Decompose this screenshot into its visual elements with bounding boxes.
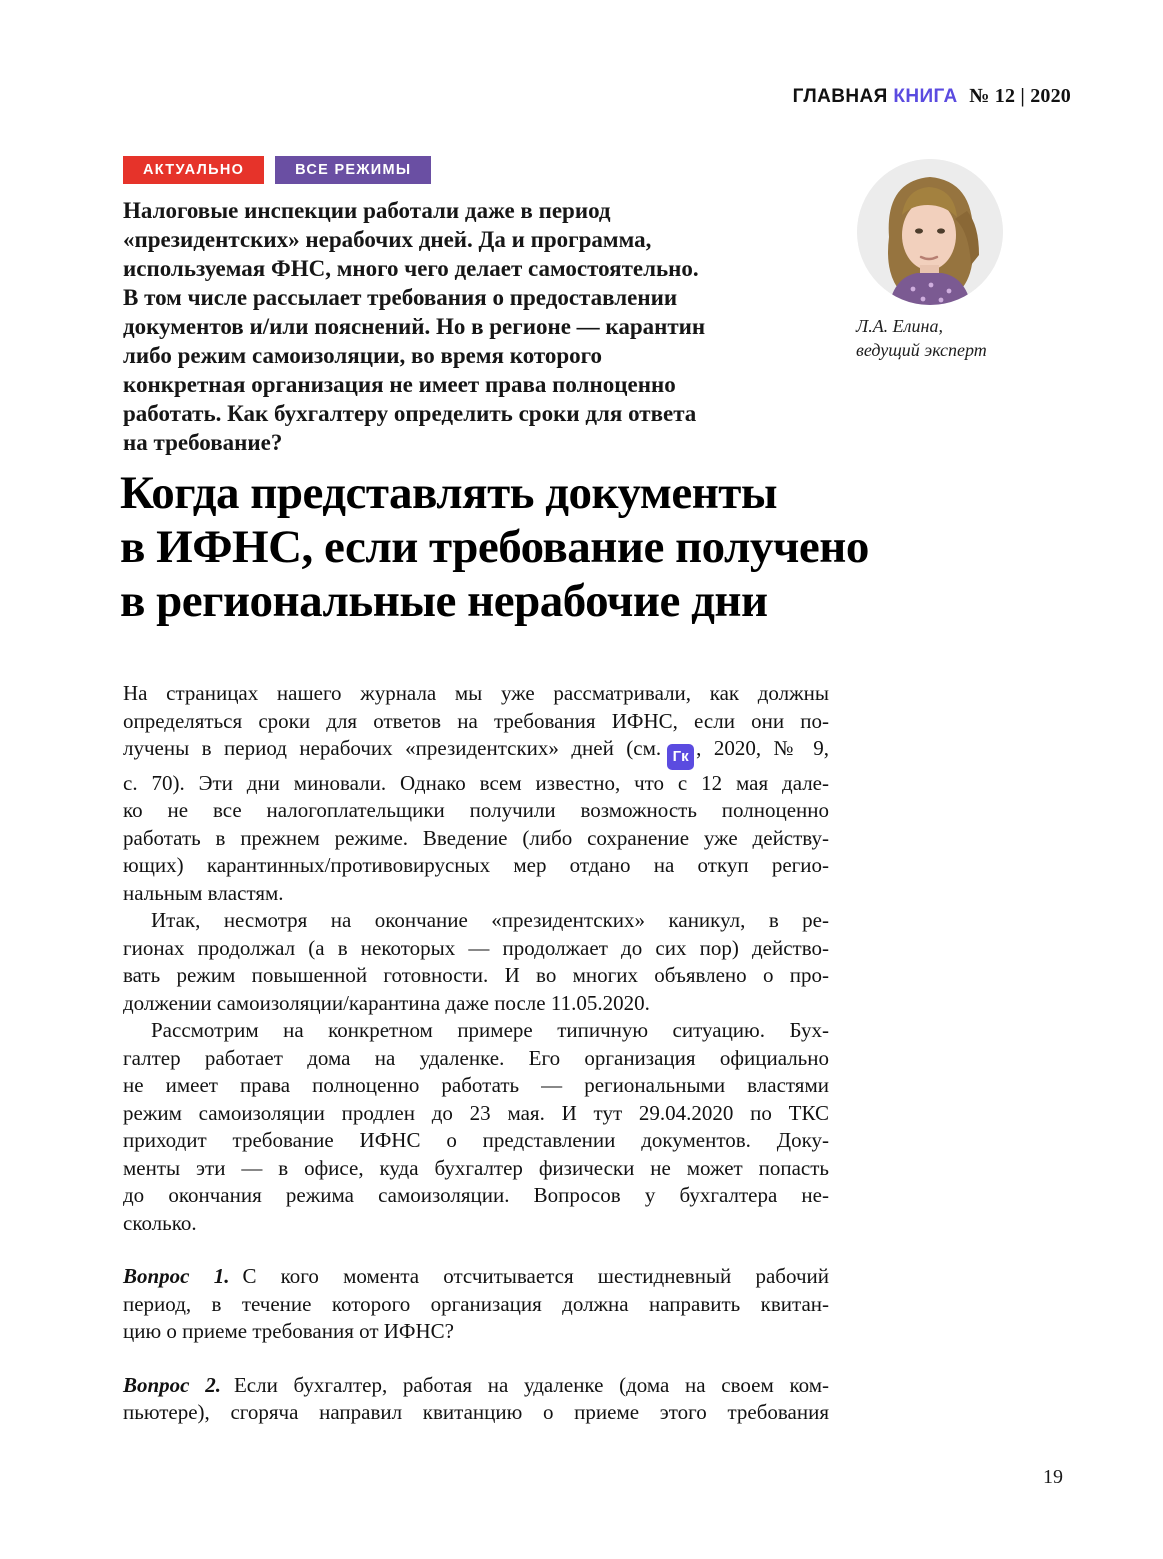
paragraph-line bbox=[123, 1372, 829, 1400]
paragraph-line: галтер работает дома на удаленке. Его организация официально bbox=[123, 1045, 829, 1070]
question-text: С кого момента отсчитывается шестидневный рабочий bbox=[242, 1264, 829, 1288]
paragraph-line: цию о приеме требования от ИФНС? bbox=[123, 1319, 455, 1343]
rubric-badges bbox=[123, 156, 431, 184]
paragraph-line: определяться сроки для ответов на требования ИФНС, если они по- bbox=[123, 708, 829, 733]
paragraph-line: до окончания режима самоизоляции. Вопросов у бухгалтера не- bbox=[123, 1183, 829, 1207]
paragraph-line: ющих) карантинных/противовирусных мер отдано на откуп регио- bbox=[123, 853, 829, 877]
paragraph-3 bbox=[123, 1017, 829, 1237]
author-caption bbox=[856, 314, 987, 362]
lead-paragraph bbox=[123, 196, 705, 457]
paragraph-line: ко не все налогоплательщики получили возможность полноценно bbox=[123, 798, 829, 822]
paragraph-line: период, в течение которого организация должна направить квитан- bbox=[123, 1291, 829, 1316]
author-name: Л.А. Елина, bbox=[856, 316, 943, 336]
paragraph-line bbox=[123, 735, 829, 770]
lead-line: работать. Как бухгалтеру определить сроки для ответа bbox=[123, 401, 697, 426]
author-photo bbox=[857, 159, 1003, 305]
paragraph-1 bbox=[123, 680, 829, 907]
paragraph-line: с. 70). Эти дни миновали. Однако всем известно, что с 12 мая дале- bbox=[123, 770, 829, 795]
paragraph-line: не имеет права полноценно работать — региональными властями bbox=[123, 1073, 829, 1097]
title-line: Когда представлять документы bbox=[120, 467, 778, 519]
brand-name-main: ГЛАВНАЯ bbox=[792, 86, 888, 107]
paragraph-line: нальным властям. bbox=[123, 880, 284, 905]
brand-name-accent: КНИГА bbox=[893, 86, 958, 107]
badge-aktualno: АКТУАЛЬНО bbox=[123, 156, 264, 184]
paragraph-line: режим самоизоляции продлен до 23 мая. И тут 29.04.2020 по ТКС bbox=[123, 1100, 829, 1125]
title-line: в ИФНС, если требование получено bbox=[120, 521, 869, 573]
lead-line: В том числе рассылает требования о предоставлении bbox=[123, 285, 678, 310]
article-title bbox=[120, 466, 869, 628]
paragraph-line-text: лучены в период нерабочих «президентских» дней (см. bbox=[123, 736, 662, 760]
badge-vse-rezhimy: ВСЕ РЕЖИМЫ bbox=[275, 156, 431, 184]
paragraph-line: На страницах нашего журнала мы уже рассматривали, как должны bbox=[123, 681, 829, 705]
gk-magazine-icon[interactable] bbox=[667, 744, 694, 770]
paragraph-2 bbox=[123, 907, 829, 1017]
question-1 bbox=[123, 1263, 829, 1346]
gk-icon-label: Гк bbox=[672, 748, 689, 765]
paragraph-line bbox=[123, 1263, 829, 1291]
paragraph-line: Рассмотрим на конкретном примере типичную ситуацию. Бух- bbox=[151, 1018, 829, 1042]
author-role: ведущий эксперт bbox=[856, 340, 987, 360]
lead-line: документов и/или пояснений. Но в регионе — карантин bbox=[123, 314, 706, 339]
magazine-header bbox=[793, 85, 1071, 108]
paragraph-line: гионах продолжал (а в некоторых — продолжает до сих пор) действо- bbox=[123, 935, 829, 960]
lead-line: либо режим самоизоляции, во время которого bbox=[123, 343, 603, 368]
question-label: Вопрос 2. bbox=[123, 1372, 221, 1397]
lead-line: на требование? bbox=[123, 430, 283, 455]
lead-line: используемая ФНС, много чего делает самостоятельно. bbox=[123, 256, 699, 281]
lead-line: Налоговые инспекции работали даже в период bbox=[123, 198, 611, 223]
lead-line: «президентских» нерабочих дней. Да и программа, bbox=[123, 227, 652, 252]
issue-number: № 12 | 2020 bbox=[969, 85, 1071, 107]
article-body bbox=[123, 680, 829, 1427]
paragraph-line: приходит требование ИФНС о представлении документов. Доку- bbox=[123, 1128, 829, 1152]
paragraph-line: работать в прежнем режиме. Введение (либо сохранение уже действу- bbox=[123, 825, 829, 850]
lead-line: конкретная организация не имеет права полноценно bbox=[123, 372, 676, 397]
paragraph-line: менты эти — в офисе, куда бухгалтер физически не может попасть bbox=[123, 1155, 829, 1180]
paragraph-line-text: , 2020, № 9, bbox=[696, 736, 829, 760]
question-label: Вопрос 1. bbox=[123, 1264, 230, 1288]
paragraph-line: сколько. bbox=[123, 1210, 197, 1235]
title-line: в региональные нерабочие дни bbox=[120, 575, 768, 627]
question-2 bbox=[123, 1372, 829, 1427]
paragraph-line: пьютере), сгоряча направил квитанцию о приеме этого требования bbox=[123, 1400, 829, 1424]
paragraph-line: Итак, несмотря на окончание «президентских» каникул, в ре- bbox=[151, 908, 829, 932]
author-avatar-illustration bbox=[857, 159, 1003, 305]
paragraph-line: должении самоизоляции/карантина даже после 11.05.2020. bbox=[123, 990, 650, 1015]
page-number: 19 bbox=[1043, 1466, 1063, 1488]
question-text: Если бухгалтер, работая на удаленке (дома на своем ком- bbox=[233, 1372, 829, 1397]
paragraph-line: вать режим повышенной готовности. И во многих объявлено о про- bbox=[123, 963, 829, 987]
